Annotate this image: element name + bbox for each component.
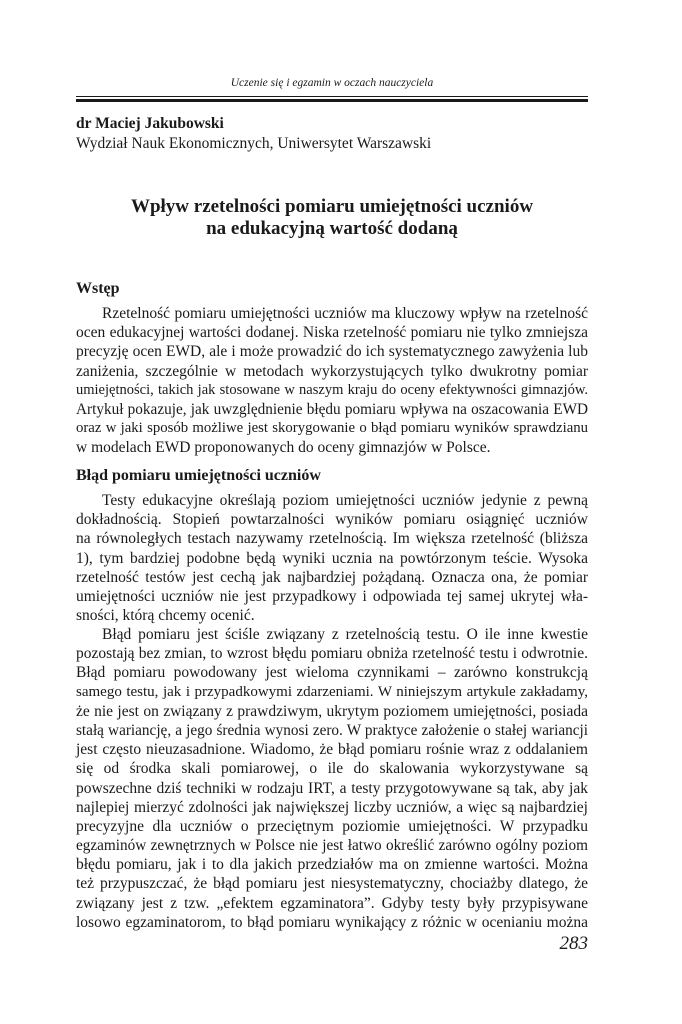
section-heading-measurement-error: Błąd pomiaru umiejętności uczniów — [76, 467, 321, 484]
author-affiliation: Wydział Nauk Ekonomicznych, Uniwersytet Warszawski — [76, 135, 432, 152]
text-line: najlepiej mierzyć zdolności jak największej liczby uczniów, a więc są najbardziej — [76, 798, 588, 816]
title-line: na edukacyjną wartość dodaną — [206, 218, 458, 239]
text-line: Błąd pomiaru powodowany jest wieloma czynnikami – zarówno konstrukcją — [76, 664, 588, 682]
author-name: dr Maciej Jakubowski — [76, 115, 224, 132]
text-line: umiejętności, takich jak stosowane w naszym kraju do oceny efektywności gimnazjów. — [76, 381, 588, 398]
text-line: losowo egzaminatorom, to błąd pomiaru wynikający z różnic w ocenianiu można — [76, 913, 588, 931]
text-line: stałą wariancję, a jego średnia wynosi zero. W praktyce założenie o stałej wariancji — [76, 721, 588, 739]
text-line: oraz w jaki sposób możliwe jest skorygowanie o błąd pomiaru wyników sprawdzianu — [76, 420, 588, 437]
paragraph-tests — [76, 491, 588, 625]
text-line: na równoległych testach nazywamy rzetelnością. Im większa rzetelność (bliższa — [76, 530, 588, 548]
section-heading-intro: Wstęp — [76, 280, 120, 297]
text-line: egzaminów zewnętrznych w Polsce nie jest łatwo określić zarówno ogólny poziom — [76, 837, 588, 855]
text-line: 1), tym bardziej podobne będą wyniki ucznia na powtórzonym teście. Wysoka — [76, 549, 588, 567]
header-rule-thin — [76, 96, 588, 97]
text-line: zaniżenia, szczególnie w metodach wykorzystujących tylko dwukrotny pomiar — [76, 362, 588, 380]
text-line: pozostają bez zmian, to wzrost błędu pomiaru obniża rzetelność testu i odwrotnie. — [76, 645, 588, 663]
text-line: jest często nieuzasadnione. Wiadomo, że błąd pomiaru rośnie wraz z oddalaniem — [76, 741, 588, 759]
text-line: Testy edukacyjne określają poziom umiejętności uczniów jedynie z pewną — [102, 492, 588, 509]
text-line: precyzyjne dla uczniów o przeciętnym poziomie umiejętności. W przypadku — [76, 817, 588, 835]
text-line: precyzję ocen EWD, ale i może prowadzić do ich systematycznego zawyżenia lub — [76, 343, 588, 361]
text-line: że nie jest on związany z prawdziwym, ukrytym poziomem umiejętności, posiada — [76, 702, 588, 720]
text-line: rzetelność testów jest cechą jak najbardziej pożądaną. Oznacza ona, że pomiar — [76, 568, 588, 586]
text-line: w modelach EWD proponowanych do oceny gimnazjów w Polsce. — [76, 439, 491, 457]
text-line: umiejętności uczniów nie jest przypadkowy i odpowiada tej samej ukrytej wła- — [76, 587, 588, 605]
text-line: Artykuł pokazuje, jak uwzględnienie błędu pomiaru wpływa na oszacowania EWD — [76, 400, 588, 418]
text-line: ocen edukacyjnej wartości dodanej. Niska rzetelność pomiaru nie tylko zmniejsza — [76, 324, 588, 342]
text-line: związany jest z tzw. „efektem egzaminatora”. Gdyby testy były przypisywane — [76, 894, 588, 912]
text-line: też przypuszczać, że błąd pomiaru jest niesystematyczny, chociażby dlatego, że — [76, 875, 588, 893]
text-line: się od środka skali pomiarowej, o ile do skalowania wykorzystywane są — [76, 760, 588, 778]
text-line: powszechne dziś techniki w rodzaju IRT, a testy przygotowywane są tak, aby jak — [76, 779, 588, 797]
page-number: 283 — [559, 933, 588, 954]
text-line: błędu pomiaru, jak i to dla jakich przedziałów ma on zmienne wartości. Można — [76, 856, 588, 874]
header-rule-thick — [76, 99, 588, 102]
article-title — [76, 196, 588, 240]
running-head: Uczenie się i egzamin w oczach nauczyciela — [230, 77, 434, 89]
paragraph-measurement-error — [76, 625, 588, 932]
text-line: sności, którą chcemy ocenić. — [76, 607, 255, 625]
paragraph-intro — [76, 304, 588, 458]
text-line: Błąd pomiaru jest ściśle związany z rzetelnością testu. O ile inne kwestie — [102, 626, 588, 643]
text-line: dokładnością. Stopień powtarzalności wyników pomiaru osiągnięć uczniów — [76, 511, 588, 529]
title-line: Wpływ rzetelności pomiaru umiejętności uczniów — [130, 196, 534, 217]
text-line: samego testu, jak i przypadkowymi zdarzeniami. W niniejszym artykule zakładamy, — [76, 683, 588, 700]
text-line: Rzetelność pomiaru umiejętności uczniów ma kluczowy wpływ na rzetelność — [102, 305, 588, 322]
